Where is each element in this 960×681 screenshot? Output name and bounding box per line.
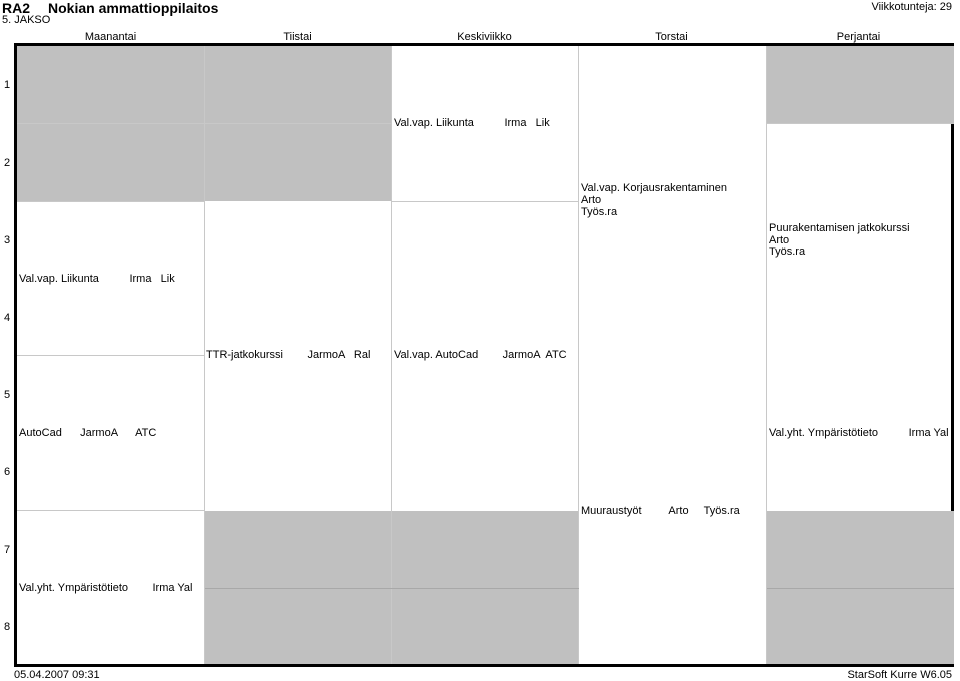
period-label: 5. JAKSO (2, 14, 51, 26)
period-number: 7 (4, 544, 11, 556)
lesson-mon-ymparistotieto[interactable]: Val.yht. Ympäristötieto Irma Yal (19, 582, 193, 594)
lesson-title: Puurakentamisen jatkokurssi (769, 222, 910, 234)
software-name: StarSoft Kurre W6.05 (847, 669, 952, 681)
column-divider (204, 46, 205, 664)
slot-divider (17, 510, 204, 511)
slot-divider (17, 123, 391, 124)
slot-divider (767, 123, 954, 124)
period-number: 4 (4, 312, 11, 324)
slot-divider (17, 201, 204, 202)
print-timestamp: 05.04.2007 09:31 (14, 669, 100, 681)
lesson-title: Val.vap. Korjausrakentaminen (581, 182, 727, 194)
day-header-thursday: Torstai (655, 31, 688, 43)
slot-divider (391, 201, 578, 202)
lesson-thu-muuraustyot[interactable]: Muuraustyöt Arto Työs.ra (581, 505, 740, 517)
column-divider (391, 46, 392, 664)
blocked-slot-fri-1 (767, 46, 954, 123)
group-name: RA2 (2, 0, 31, 16)
lesson-wed-liikunta[interactable]: Val.vap. Liikunta Irma Lik (394, 117, 550, 129)
lesson-mon-liikunta[interactable]: Val.vap. Liikunta Irma Lik (19, 273, 175, 285)
lesson-room: Työs.ra (769, 246, 806, 258)
period-number: 8 (4, 621, 11, 633)
period-number: 2 (4, 157, 11, 169)
column-divider (766, 46, 767, 664)
lesson-teacher: Arto (581, 194, 602, 206)
period-number: 1 (4, 79, 11, 91)
period-number: 5 (4, 389, 11, 401)
day-header-wednesday: Keskiviikko (457, 31, 512, 43)
weekly-hours: Viikkotunteja: 29 (871, 1, 952, 13)
slot-divider (205, 588, 579, 589)
day-header-friday: Perjantai (836, 31, 881, 43)
day-header-monday: Maanantai (84, 31, 137, 43)
lesson-thu-korjausrakentaminen[interactable] (581, 182, 727, 218)
slot-divider (767, 588, 954, 589)
lesson-room: Työs.ra (581, 206, 618, 218)
day-header-tuesday: Tiistai (283, 31, 312, 43)
lesson-fri-puurakentaminen[interactable] (769, 222, 910, 258)
slot-divider (17, 355, 204, 356)
lesson-mon-autocad[interactable]: AutoCad JarmoA ATC (19, 427, 157, 439)
period-number: 3 (4, 234, 11, 246)
lesson-tue-ttr[interactable]: TTR-jatkokurssi JarmoA Ral (206, 349, 371, 361)
column-divider (578, 46, 579, 664)
lesson-fri-ymparistotieto[interactable]: Val.yht. Ympäristötieto Irma Yal (769, 427, 949, 439)
period-number: 6 (4, 466, 11, 478)
lesson-wed-autocad[interactable]: Val.vap. AutoCad JarmoA ATC (394, 349, 567, 361)
school-name: Nokian ammattioppilaitos (48, 0, 219, 16)
lesson-teacher: Arto (769, 234, 790, 246)
